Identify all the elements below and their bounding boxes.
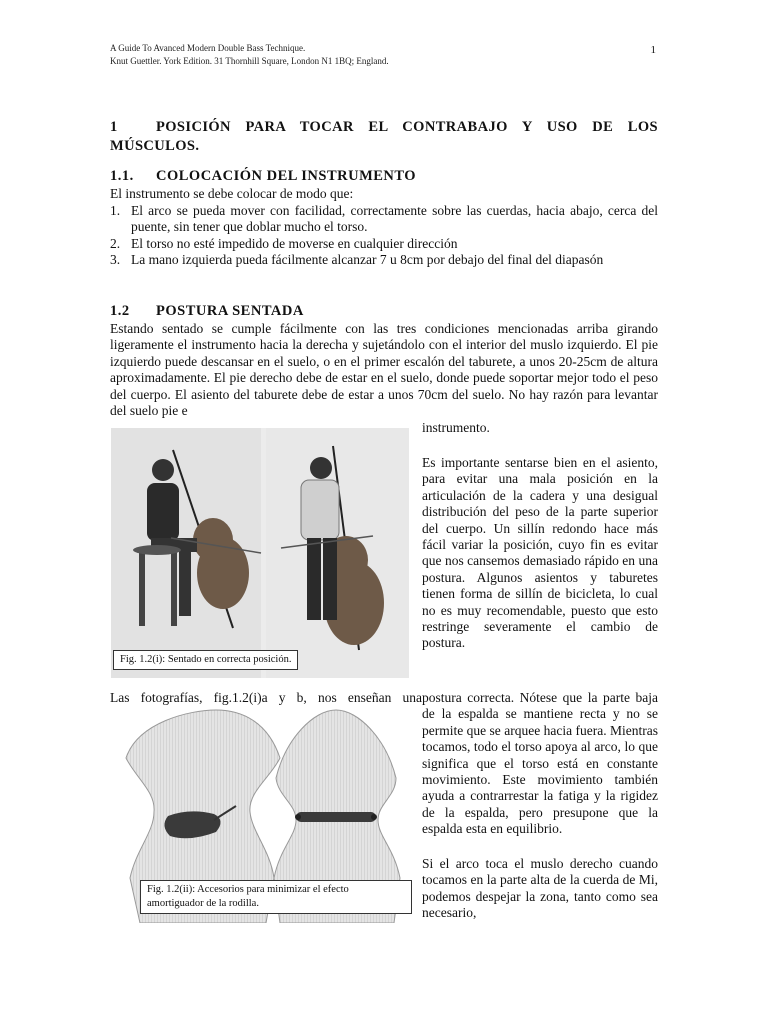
section-number: 1.2 — [110, 303, 130, 319]
seated-posture-photo — [111, 428, 409, 678]
paragraph-seated-posture: Estando sentado se cumple fácilmente con las tres condiciones mencionadas arriba girando ligeramente el instrumento hacia la derecha y sujetándolo con el interior del muslo izquierdo. El pie izquierdo puede descansar en el suelo, o en el primer escalón del taburete, a unos 20-25cm de altura aproximadamente. El pie derecho debe de estar en el suelo, donde puede soportar mejor todo el peso del cuerpo. El asiento del taburete debe de estar a unos 70cm del suelo. No hay razón para levantar del suelo pie e — [110, 321, 658, 419]
paragraph-photos-lead: Las fotografías, fig.1.2(i)a y b, nos enseñan una — [110, 690, 422, 705]
list-item — [110, 203, 658, 236]
chapter-number: 1 — [110, 119, 118, 135]
list-item-number: 1. — [110, 203, 121, 218]
requirements-list — [110, 203, 658, 269]
figure-caption-1-2-ii: Fig. 1.2(ii): Accesorios para minimizar el efecto amortiguador de la rodilla. — [140, 880, 412, 914]
list-item-text: El torso no esté impedido de moverse en cualquier dirección — [131, 235, 458, 251]
section-heading-1-1 — [110, 168, 416, 185]
section-number: 1.1. — [110, 168, 134, 184]
list-item — [110, 252, 658, 268]
section-heading-1-2 — [110, 303, 304, 320]
list-item — [110, 236, 658, 252]
list-item-text: El arco se pueda mover con facilidad, correctamente sobre las cuerdas, hacia abajo, cerca del puente, sin tener que doblar mucho el torso. — [131, 203, 658, 235]
paragraph-seated-posture-end: instrumento. — [422, 420, 490, 435]
list-item-number: 3. — [110, 252, 121, 268]
chapter-heading — [110, 118, 658, 156]
list-item-number: 2. — [110, 235, 121, 251]
paragraph-seat-importance: Es importante sentarse bien en el asiento, para evitar una mala posición en la articulación de la cadera y una desigual distribución del peso de la parte superior del cuerpo. Un sillín redondo hace más fácil variar la posición, cuyo fin es evitar que nos cansemos demasiado rápido en una postura. Algunos asientos y taburetes tienen forma de sillín de bicicleta, lo cual no es muy recomendable, puesto que esto restringe severamente el cambio de postura. — [422, 455, 658, 651]
paragraph-bow-thigh: Si el arco toca el muslo derecho cuando tocamos en la parte alta de la cuerda de Mi, podemos despejar la zona, tanto como sea necesario, — [422, 856, 658, 921]
list-item-text: La mano izquierda pueda fácilmente alcanzar 7 u 8cm por debajo del final del diapasón — [131, 252, 604, 268]
section-title: COLOCACIÓN DEL INSTRUMENTO — [156, 168, 417, 184]
chapter-title: POSICIÓN PARA TOCAR EL CONTRABAJO Y USO DE LOS MÚSCULOS. — [110, 119, 658, 154]
header-book-title: A Guide To Avanced Modern Double Bass Technique. — [110, 43, 306, 53]
page-number: 1 — [650, 44, 656, 56]
header-publisher: Knut Guettler. York Edition. 31 Thornhill Square, London N1 1BQ; England. — [110, 56, 389, 66]
section-intro: El instrumento se debe colocar de modo que: — [110, 186, 354, 201]
running-header — [110, 42, 389, 68]
paragraph-photos-cont: postura correcta. Nótese que la parte baja de la espalda se mantiene recta y no se permite que se arquee hacia fuera. Mientras tocamos, todo el torso apoya al arco, lo que significa que el torso está en constante movimiento. Este movimiento también ayuda a contrarrestar la fatiga y la rigidez de la espalda, pero presupone que la espalda esta en equilibrio. — [422, 690, 658, 837]
section-title: POSTURA SENTADA — [156, 303, 304, 319]
figure-caption-1-2-i: Fig. 1.2(i): Sentado en correcta posición. — [113, 650, 298, 670]
